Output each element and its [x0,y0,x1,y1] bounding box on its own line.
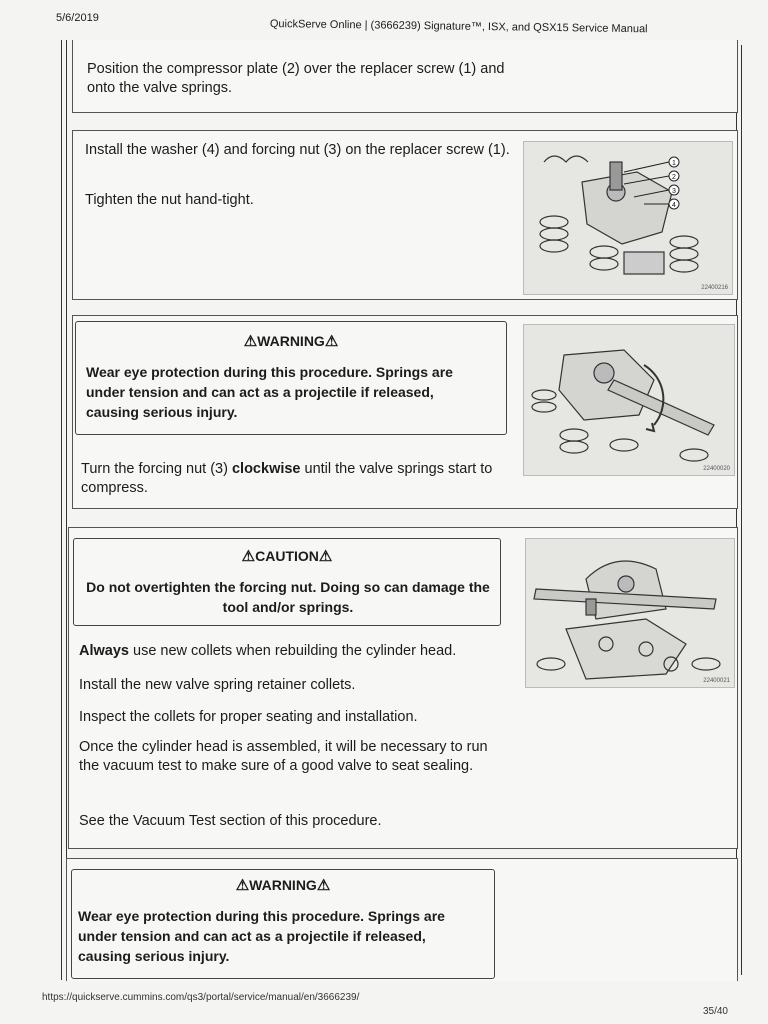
right-rule-2 [741,45,742,975]
footer-url: https://quickserve.cummins.com/qs3/portal/service/manual/en/3666239/ [42,992,360,1003]
warning-title: WARNING [257,333,325,349]
step-3-figure [523,324,735,476]
figure-code: 22400020 [703,466,730,472]
step-1-text: Position the compressor plate (2) over the replacer screw (1) and onto the valve springs. [87,61,505,96]
caution-triangle-icon: ⚠ [241,548,256,565]
step-3-text [81,460,501,498]
step-4-paragraph-3: Inspect the collets for proper seating and installation. [79,709,418,725]
collet-install-illustration [526,539,734,687]
left-rule-inner [66,40,67,980]
callout-1: 1 [672,160,676,167]
header-title: QuickServe Online | (3666239) Signature™, ISX, and QSX15 Service Manual [269,18,648,36]
step-2-line-1: Install the washer (4) and forcing nut (3) on the replacer screw (1). [85,142,510,158]
valve-spring-compressor-illustration [524,142,732,294]
step-2-line-2: Tighten the nut hand-tight. [85,192,254,208]
forcing-nut-wrench-illustration [524,325,734,475]
step-1-section [72,40,738,113]
step-4-figure [525,538,735,688]
warning-triangle-icon: ⚠ [235,877,250,894]
step-3-text-bold: clockwise [231,461,301,477]
step-4-paragraph-1-bold: Always [79,643,129,659]
step-4-paragraph-4: Once the cylinder head is assembled, it will be necessary to run the vacuum test to make sure of a good valve to seat sealing. [79,739,488,774]
warning-triangle-icon: ⚠ [324,333,339,350]
warning-box [75,321,507,435]
callout-3: 3 [672,188,676,195]
step-3-text-start: Turn the forcing nut (3) [81,461,232,477]
caution-title: CAUTION [255,548,319,564]
warning-text: Wear eye protection during this procedure. Springs are under tension and can act as a projectile if released, causing serious injury. [86,364,453,420]
warning-box-2 [71,869,495,979]
warning-triangle-icon: ⚠ [316,877,331,894]
warning-title-2: WARNING [249,877,317,893]
caution-heading [74,547,500,565]
step-3-section [72,315,738,509]
figure-code: 22400021 [703,678,730,684]
step-4-paragraph-1 [79,642,499,661]
warning-triangle-icon: ⚠ [243,333,258,350]
step-4-paragraph-1-rest: use new collets when rebuilding the cylinder head. [128,643,457,659]
step-3-text-end: until the valve springs start to compress. [81,461,493,496]
caution-text: Do not overtighten the forcing nut. Doing so can damage the tool and/or springs. [86,579,490,615]
step-2-figure [523,141,733,295]
warning-heading-2 [72,876,494,894]
step-4-section [68,527,738,849]
callout-2: 2 [672,174,676,181]
step-4-paragraph-5: See the Vacuum Test section of this procedure. [79,813,382,829]
step-4-paragraph-2: Install the new valve spring retainer collets. [79,677,356,693]
footer-page-number: 35/40 [702,1006,728,1017]
step-5-section [66,858,738,981]
caution-triangle-icon: ⚠ [318,548,333,565]
caution-box [73,538,501,626]
warning-heading [76,332,506,350]
left-rule-outer [61,40,62,980]
figure-code: 22400216 [701,285,728,291]
callout-4: 4 [672,202,676,209]
warning-text-2: Wear eye protection during this procedure. Springs are under tension and can act as a projectile if released, causing serious injury. [78,908,445,964]
step-2-section [72,130,738,300]
header-date: 5/6/2019 [56,12,99,24]
